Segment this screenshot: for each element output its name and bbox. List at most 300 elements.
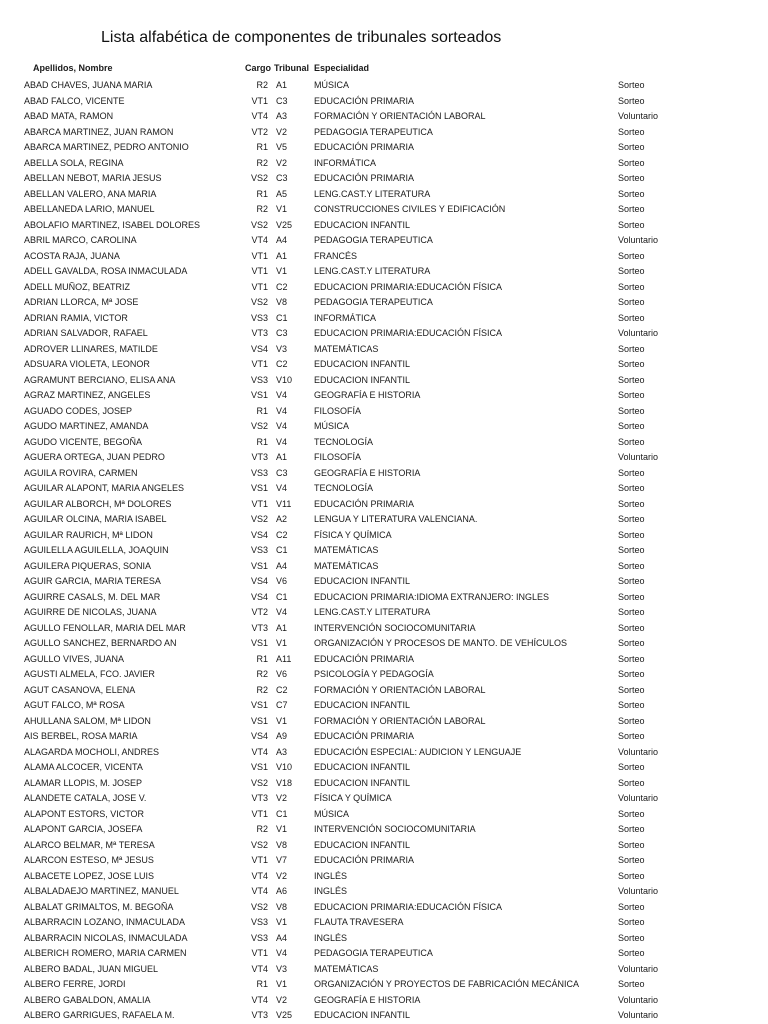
table-row [0, 667, 768, 683]
cell-especialidad: MÚSICA [314, 80, 350, 90]
cell-cargo: R2 [256, 669, 268, 679]
cell-selection-mode: Voluntario [618, 1010, 659, 1020]
cell-especialidad: FLAUTA TRAVESERA [314, 917, 404, 927]
cell-selection-mode: Voluntario [618, 328, 659, 338]
cell-tribunal: V25 [276, 219, 293, 230]
table-row [0, 202, 768, 218]
cell-especialidad: EDUCACION INFANTIL [314, 1010, 411, 1020]
table-row [0, 311, 768, 327]
cell-tribunal: A4 [276, 932, 288, 943]
cell-name: AGUADO CODES, JOSEP [24, 405, 133, 416]
cell-name: AGUDO MARTINEZ, AMANDA [24, 421, 149, 431]
cell-especialidad: EDUCACIÓN PRIMARIA [314, 498, 415, 509]
cell-cargo: VS3 [250, 932, 268, 943]
cell-name: ALBALADAEJO MARTINEZ, MANUEL [24, 886, 179, 896]
cell-especialidad: ORGANIZACIÓN Y PROYECTOS DE FABRICACIÓN MECÁNICA [314, 979, 580, 989]
cell-cargo: VS2 [250, 514, 268, 524]
cell-especialidad: EDUCACION INFANTIL [314, 839, 411, 850]
cell-cargo: VS1 [250, 762, 268, 772]
cell-tribunal: V4 [276, 390, 288, 400]
cell-especialidad: MÚSICA [314, 808, 350, 819]
cell-name: AGUILAR RAURICH, Mª LIDON [24, 529, 153, 540]
cell-name: AGRAZ MARTINEZ, ANGELES [24, 390, 151, 400]
cell-especialidad: FORMACIÓN Y ORIENTACIÓN LABORAL [314, 684, 486, 695]
cell-selection-mode: Sorteo [618, 576, 645, 586]
cell-especialidad: PEDAGOGIA TERAPEUTICA [314, 948, 433, 958]
cell-name: ALAGARDA MOCHOLI, ANDRES [24, 746, 160, 757]
cell-name: ADRIAN LLORCA, Mª JOSE [24, 297, 139, 307]
cell-tribunal: V10 [276, 762, 293, 772]
cell-tribunal: V5 [276, 142, 288, 152]
cell-selection-mode: Sorteo [618, 204, 645, 214]
cell-cargo: VS1 [250, 700, 268, 710]
cell-name: AHULLANA SALOM, Mª LIDON [24, 715, 151, 726]
cell-especialidad: INGLÉS [314, 932, 348, 943]
cell-tribunal: V4 [276, 483, 288, 493]
table-row [0, 125, 768, 141]
cell-name: AGUIRRE DE NICOLAS, JUANA [24, 607, 157, 617]
cell-tribunal: V10 [276, 374, 293, 385]
cell-cargo: VT1 [251, 498, 268, 509]
cell-cargo: VS3 [250, 312, 268, 323]
table-row [0, 419, 768, 435]
cell-tribunal: A2 [276, 514, 288, 524]
cell-especialidad: EDUCACION PRIMARIA:IDIOMA EXTRANJERO: INGLES [314, 591, 550, 602]
cell-name: AGUERA ORTEGA, JUAN PEDRO [24, 452, 165, 462]
cell-selection-mode: Sorteo [618, 808, 645, 819]
cell-cargo: R2 [256, 204, 268, 214]
table-row [0, 326, 768, 342]
cell-name: AGUDO VICENTE, BEGOÑA [24, 436, 143, 447]
cell-tribunal: V1 [276, 266, 288, 276]
cell-name: ALBERO FERRE, JORDI [24, 979, 126, 989]
cell-especialidad: EDUCACIÓN PRIMARIA [314, 731, 415, 741]
cell-cargo: VS1 [250, 483, 268, 493]
cell-especialidad: FRANCÉS [314, 250, 358, 261]
table-row [0, 481, 768, 497]
cell-name: ADSUARA VIOLETA, LEONOR [24, 359, 150, 369]
cell-selection-mode: Sorteo [618, 855, 645, 865]
cell-cargo: VS3 [250, 467, 268, 478]
cell-especialidad: INGLÉS [314, 886, 348, 896]
cell-especialidad: FÍSICA Y QUÍMICA [314, 793, 392, 803]
cell-selection-mode: Sorteo [618, 421, 645, 431]
cell-cargo: VS2 [250, 901, 268, 912]
cell-name: ABAD CHAVES, JUANA MARIA [24, 80, 153, 90]
table-row [0, 280, 768, 296]
cell-especialidad: PEDAGOGIA TERAPEUTICA [314, 297, 433, 307]
cell-especialidad: PEDAGOGIA TERAPEUTICA [314, 235, 433, 245]
header-especialidad: Especialidad [314, 63, 370, 73]
cell-tribunal: C7 [276, 700, 288, 710]
table-row [0, 450, 768, 466]
cell-tribunal: A1 [276, 80, 288, 90]
table-row [0, 574, 768, 590]
cell-name: ABELLAN VALERO, ANA MARIA [24, 188, 157, 199]
cell-tribunal: V6 [276, 669, 288, 679]
cell-tribunal: V18 [276, 777, 293, 788]
cell-especialidad: PEDAGOGIA TERAPEUTICA [314, 126, 433, 137]
cell-name: AGUILELLA AGUILELLA, JOAQUIN [24, 545, 169, 555]
cell-especialidad: LENG.CAST.Y LITERATURA [314, 266, 431, 276]
cell-name: ADROVER LLINARES, MATILDE [24, 343, 158, 354]
cell-especialidad: EDUCACION INFANTIL [314, 219, 411, 230]
cell-name: AGUILA ROVIRA, CARMEN [24, 467, 138, 478]
cell-selection-mode: Sorteo [618, 390, 645, 400]
cell-name: ALBERO GARRIGUES, RAFAELA M. [24, 1010, 175, 1020]
cell-especialidad: EDUCACION PRIMARIA:EDUCACIÓN FÍSICA [314, 901, 503, 912]
cell-tribunal: V2 [276, 126, 288, 137]
cell-especialidad: EDUCACION INFANTIL [314, 359, 411, 369]
cell-cargo: VS4 [250, 529, 268, 540]
cell-tribunal: C1 [276, 545, 288, 555]
cell-selection-mode: Sorteo [618, 591, 645, 602]
cell-cargo: VT4 [251, 963, 268, 974]
cell-name: AGUT FALCO, Mª ROSA [24, 700, 125, 710]
cell-cargo: VS1 [250, 638, 268, 648]
cell-cargo: VS3 [250, 545, 268, 555]
table-row [0, 497, 768, 513]
cell-cargo: R1 [256, 653, 268, 664]
cell-name: ABAD MATA, RAMON [24, 111, 114, 121]
cell-selection-mode: Voluntario [618, 793, 659, 803]
cell-name: AGUIR GARCIA, MARIA TERESA [24, 576, 161, 586]
table-row [0, 404, 768, 420]
cell-especialidad: INTERVENCIÓN SOCIOCOMUNITARIA [314, 824, 476, 834]
table-row [0, 233, 768, 249]
cell-selection-mode: Sorteo [618, 467, 645, 478]
cell-cargo: VT2 [251, 607, 268, 617]
cell-selection-mode: Sorteo [618, 979, 645, 989]
cell-cargo: VT1 [251, 95, 268, 106]
cell-especialidad: EDUCACION INFANTIL [314, 700, 411, 710]
table-row [0, 946, 768, 962]
cell-selection-mode: Sorteo [618, 188, 645, 199]
table-row [0, 342, 768, 358]
cell-selection-mode: Voluntario [618, 452, 659, 462]
cell-cargo: VS4 [250, 591, 268, 602]
cell-selection-mode: Sorteo [618, 839, 645, 850]
cell-tribunal: V8 [276, 297, 288, 307]
cell-tribunal: V1 [276, 824, 288, 834]
cell-selection-mode: Sorteo [618, 870, 645, 881]
cell-especialidad: MATEMÁTICAS [314, 963, 379, 974]
cell-cargo: VS1 [250, 390, 268, 400]
table-row [0, 915, 768, 931]
cell-cargo: VS4 [250, 576, 268, 586]
cell-especialidad: TECNOLOGÍA [314, 436, 374, 447]
cell-cargo: VT3 [251, 328, 268, 338]
cell-tribunal: V25 [276, 1010, 293, 1020]
cell-cargo: VS1 [250, 560, 268, 571]
cell-name: ABARCA MARTINEZ, PEDRO ANTONIO [24, 142, 189, 152]
cell-tribunal: A5 [276, 188, 288, 199]
table-row [0, 652, 768, 668]
cell-selection-mode: Sorteo [618, 266, 645, 276]
cell-selection-mode: Sorteo [618, 219, 645, 230]
cell-cargo: VT4 [251, 746, 268, 757]
cell-selection-mode: Sorteo [618, 250, 645, 261]
cell-especialidad: FILOSOFÍA [314, 452, 362, 462]
cell-selection-mode: Voluntario [618, 994, 659, 1005]
cell-selection-mode: Sorteo [618, 824, 645, 834]
cell-name: ABELLAN NEBOT, MARIA JESUS [24, 173, 162, 183]
table-row [0, 714, 768, 730]
cell-name: ALBERO GABALDON, AMALIA [24, 994, 151, 1005]
cell-cargo: VT1 [251, 250, 268, 261]
cell-especialidad: TECNOLOGÍA [314, 483, 374, 493]
cell-name: ALAMAR LLOPIS, M. JOSEP [24, 777, 143, 788]
cell-selection-mode: Voluntario [618, 111, 659, 121]
cell-especialidad: INFORMÁTICA [314, 312, 376, 323]
cell-selection-mode: Sorteo [618, 374, 645, 385]
cell-cargo: VT3 [251, 452, 268, 462]
table-row [0, 838, 768, 854]
cell-cargo: VS2 [250, 777, 268, 788]
cell-tribunal: A1 [276, 250, 288, 261]
cell-especialidad: MATEMÁTICAS [314, 343, 379, 354]
cell-tribunal: C2 [276, 529, 288, 540]
cell-tribunal: C3 [276, 95, 288, 106]
cell-selection-mode: Sorteo [618, 700, 645, 710]
cell-tribunal: C3 [276, 467, 288, 478]
cell-selection-mode: Sorteo [618, 157, 645, 168]
cell-tribunal: A4 [276, 560, 288, 571]
cell-tribunal: V2 [276, 157, 288, 168]
table-row [0, 760, 768, 776]
cell-name: ALBARRACIN NICOLAS, INMACULADA [24, 932, 188, 943]
cell-selection-mode: Voluntario [618, 746, 659, 757]
cell-tribunal: A3 [276, 111, 288, 121]
cell-cargo: R1 [256, 142, 268, 152]
table-row [0, 218, 768, 234]
cell-especialidad: GEOGRAFÍA E HISTORIA [314, 390, 421, 400]
cell-cargo: VS3 [250, 917, 268, 927]
cell-cargo: VS2 [250, 297, 268, 307]
cell-tribunal: V1 [276, 979, 288, 989]
cell-cargo: VS4 [250, 343, 268, 354]
cell-cargo: VS2 [250, 219, 268, 230]
cell-especialidad: EDUCACION INFANTIL [314, 576, 411, 586]
cell-tribunal: C2 [276, 281, 288, 292]
cell-cargo: VT4 [251, 870, 268, 881]
cell-tribunal: C2 [276, 684, 288, 695]
cell-selection-mode: Sorteo [618, 514, 645, 524]
table-row [0, 249, 768, 265]
cell-cargo: VS4 [250, 731, 268, 741]
table-row [0, 605, 768, 621]
cell-especialidad: EDUCACION INFANTIL [314, 374, 411, 385]
cell-especialidad: EDUCACIÓN PRIMARIA [314, 95, 415, 106]
table-row [0, 264, 768, 280]
table-row [0, 543, 768, 559]
cell-especialidad: LENGUA Y LITERATURA VALENCIANA. [314, 514, 478, 524]
cell-tribunal: A4 [276, 235, 288, 245]
table-row [0, 683, 768, 699]
table-row [0, 528, 768, 544]
cell-cargo: R1 [256, 188, 268, 199]
cell-cargo: VS3 [250, 374, 268, 385]
cell-selection-mode: Sorteo [618, 297, 645, 307]
table-row [0, 512, 768, 528]
cell-especialidad: INTERVENCIÓN SOCIOCOMUNITARIA [314, 622, 476, 633]
cell-name: AGUILAR OLCINA, MARIA ISABEL [24, 514, 167, 524]
table-row [0, 791, 768, 807]
cell-name: ABAD FALCO, VICENTE [24, 95, 125, 106]
cell-tribunal: V1 [276, 638, 288, 648]
table-row [0, 109, 768, 125]
cell-tribunal: V8 [276, 839, 288, 850]
cell-cargo: VT2 [251, 126, 268, 137]
table-row [0, 729, 768, 745]
cell-name: ABARCA MARTINEZ, JUAN RAMON [24, 126, 174, 137]
cell-especialidad: CONSTRUCCIONES CIVILES Y EDIFICACIÓN [314, 204, 506, 214]
table-row [0, 977, 768, 993]
table-row [0, 869, 768, 885]
cell-name: ABELLA SOLA, REGINA [24, 157, 124, 168]
cell-tribunal: V2 [276, 994, 288, 1005]
cell-selection-mode: Sorteo [618, 932, 645, 943]
cell-selection-mode: Sorteo [618, 917, 645, 927]
cell-name: ALAPONT GARCIA, JOSEFA [24, 824, 143, 834]
table-row [0, 156, 768, 172]
cell-cargo: R1 [256, 436, 268, 447]
cell-selection-mode: Sorteo [618, 762, 645, 772]
cell-especialidad: LENG.CAST.Y LITERATURA [314, 188, 431, 199]
cell-especialidad: FORMACIÓN Y ORIENTACIÓN LABORAL [314, 715, 486, 726]
cell-cargo: R2 [256, 80, 268, 90]
cell-tribunal: V8 [276, 901, 288, 912]
cell-cargo: R2 [256, 157, 268, 168]
table-row [0, 373, 768, 389]
cell-tribunal: C2 [276, 359, 288, 369]
cell-name: ALBARRACIN LOZANO, INMACULADA [24, 917, 186, 927]
cell-tribunal: A1 [276, 452, 288, 462]
cell-name: AGULLO FENOLLAR, MARIA DEL MAR [24, 622, 186, 633]
cell-selection-mode: Sorteo [618, 901, 645, 912]
table-row [0, 590, 768, 606]
cell-tribunal: C3 [276, 328, 288, 338]
cell-selection-mode: Sorteo [618, 95, 645, 106]
cell-tribunal: V2 [276, 793, 288, 803]
table-row [0, 295, 768, 311]
cell-especialidad: EDUCACIÓN ESPECIAL: AUDICION Y LENGUAJE [314, 746, 522, 757]
cell-name: AGUILAR ALAPONT, MARIA ANGELES [24, 483, 185, 493]
member-list [0, 78, 768, 1024]
cell-name: AGUT CASANOVA, ELENA [24, 684, 136, 695]
cell-name: AGRAMUNT BERCIANO, ELISA ANA [24, 374, 176, 385]
table-row [0, 931, 768, 947]
cell-cargo: VT4 [251, 111, 268, 121]
table-header [0, 63, 768, 75]
cell-selection-mode: Voluntario [618, 886, 659, 896]
cell-tribunal: V3 [276, 963, 288, 974]
cell-name: ALBERO BADAL, JUAN MIGUEL [24, 963, 159, 974]
cell-especialidad: INGLÉS [314, 870, 348, 881]
cell-name: ALBERICH ROMERO, MARIA CARMEN [24, 948, 187, 958]
cell-tribunal: V1 [276, 917, 288, 927]
table-row [0, 807, 768, 823]
table-row [0, 1008, 768, 1024]
cell-tribunal: A11 [276, 653, 292, 664]
table-row [0, 187, 768, 203]
cell-cargo: VS2 [250, 173, 268, 183]
cell-tribunal: V7 [276, 855, 288, 865]
cell-selection-mode: Sorteo [618, 545, 645, 555]
table-row [0, 962, 768, 978]
cell-cargo: R1 [256, 979, 268, 989]
cell-name: AGULLO VIVES, JUANA [24, 653, 125, 664]
cell-selection-mode: Sorteo [618, 281, 645, 292]
cell-selection-mode: Sorteo [618, 653, 645, 664]
table-row [0, 388, 768, 404]
cell-selection-mode: Sorteo [618, 405, 645, 416]
cell-tribunal: C1 [276, 312, 288, 323]
document-title: Lista alfabética de componentes de tribunales sorteados [101, 29, 502, 46]
cell-cargo: VT4 [251, 994, 268, 1005]
cell-especialidad: MATEMÁTICAS [314, 545, 379, 555]
cell-tribunal: V1 [276, 715, 288, 726]
cell-especialidad: EDUCACIÓN PRIMARIA [314, 142, 415, 152]
cell-name: ALANDETE CATALA, JOSE V. [24, 793, 147, 803]
table-row [0, 171, 768, 187]
cell-especialidad: EDUCACION PRIMARIA:EDUCACIÓN FÍSICA [314, 328, 503, 338]
cell-selection-mode: Sorteo [618, 173, 645, 183]
cell-especialidad: EDUCACIÓN PRIMARIA [314, 653, 415, 664]
table-row [0, 621, 768, 637]
header-name: Apellidos, Nombre [33, 63, 113, 73]
cell-selection-mode: Voluntario [618, 235, 659, 245]
cell-selection-mode: Sorteo [618, 777, 645, 788]
cell-cargo: VS2 [250, 839, 268, 850]
cell-selection-mode: Sorteo [618, 684, 645, 695]
cell-cargo: VT3 [251, 793, 268, 803]
cell-especialidad: MATEMÁTICAS [314, 560, 379, 571]
cell-selection-mode: Sorteo [618, 126, 645, 137]
cell-name: AGULLO SANCHEZ, BERNARDO AN [24, 638, 177, 648]
cell-name: ALAMA ALCOCER, VICENTA [24, 762, 143, 772]
cell-selection-mode: Sorteo [618, 312, 645, 323]
cell-cargo: VT1 [251, 266, 268, 276]
cell-especialidad: GEOGRAFÍA E HISTORIA [314, 994, 421, 1005]
table-row [0, 884, 768, 900]
table-row [0, 559, 768, 575]
cell-cargo: R2 [256, 684, 268, 695]
cell-selection-mode: Sorteo [618, 715, 645, 726]
cell-especialidad: MÚSICA [314, 421, 350, 431]
cell-name: ACOSTA RAJA, JUANA [24, 250, 120, 261]
cell-cargo: R1 [256, 405, 268, 416]
cell-especialidad: EDUCACION PRIMARIA:EDUCACIÓN FÍSICA [314, 281, 503, 292]
table-row [0, 853, 768, 869]
cell-name: ALARCO BELMAR, Mª TERESA [24, 839, 155, 850]
cell-name: ALBACETE LOPEZ, JOSE LUIS [24, 870, 155, 881]
cell-name: ABELLANEDA LARIO, MANUEL [24, 204, 155, 214]
table-row [0, 636, 768, 652]
cell-tribunal: V4 [276, 607, 288, 617]
cell-name: AGUILERA PIQUERAS, SONIA [24, 560, 152, 571]
cell-name: ALAPONT ESTORS, VICTOR [24, 808, 145, 819]
cell-tribunal: C3 [276, 173, 288, 183]
cell-especialidad: EDUCACIÓN PRIMARIA [314, 855, 415, 865]
cell-selection-mode: Sorteo [618, 560, 645, 571]
cell-especialidad: EDUCACION INFANTIL [314, 777, 411, 788]
table-row [0, 698, 768, 714]
table-row [0, 466, 768, 482]
cell-selection-mode: Sorteo [618, 669, 645, 679]
cell-name: ALBALAT GRIMALTOS, M. BEGOÑA [24, 901, 174, 912]
table-row [0, 822, 768, 838]
